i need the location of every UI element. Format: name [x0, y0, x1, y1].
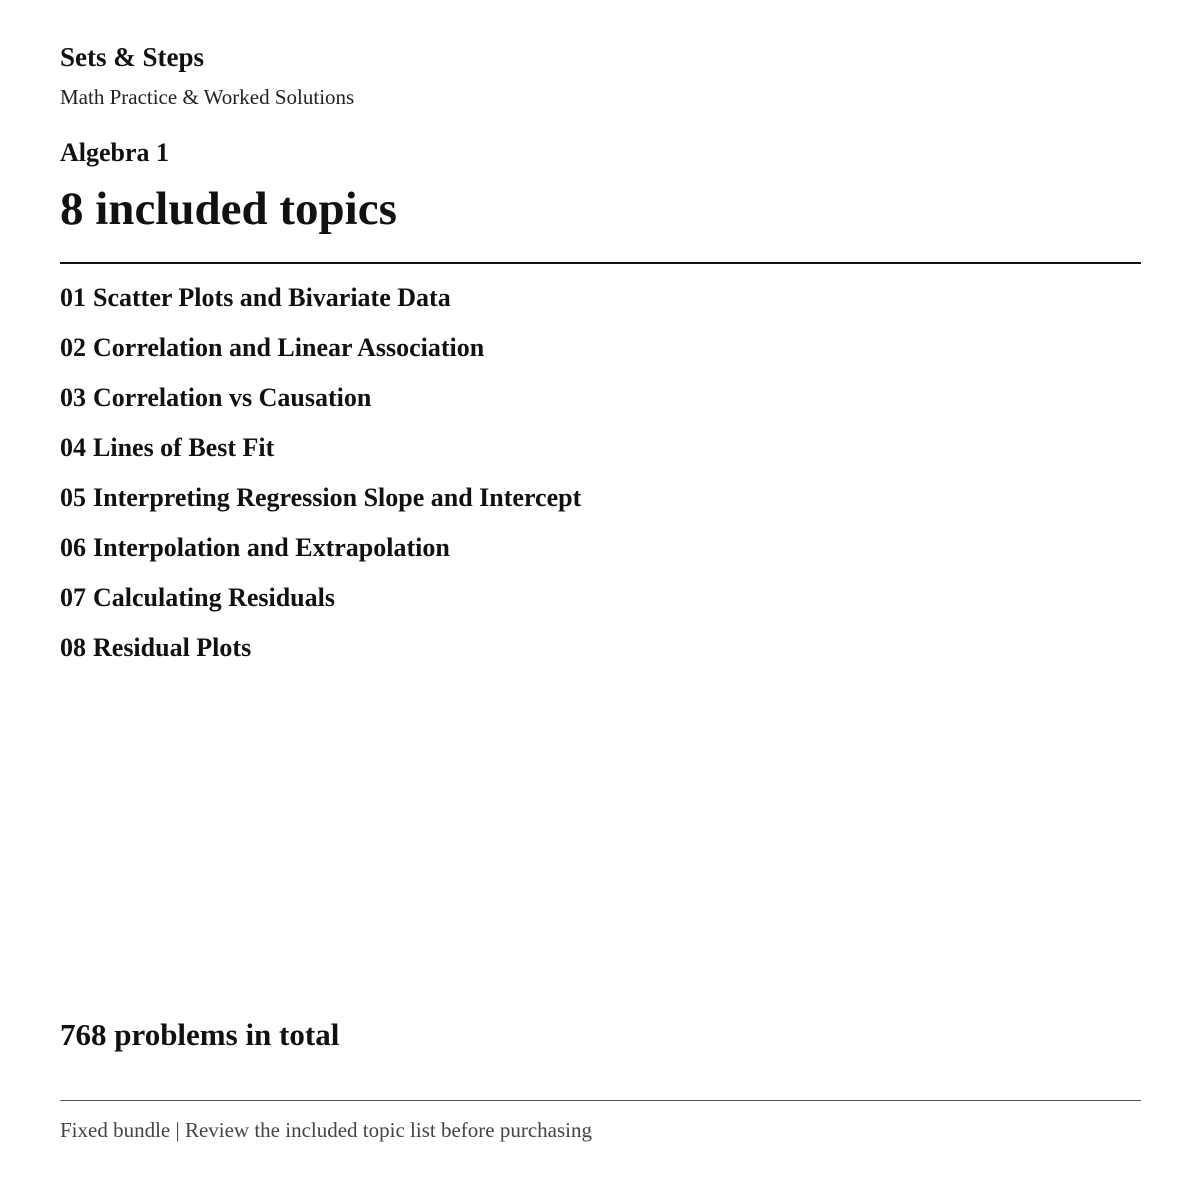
topic-list — [60, 280, 581, 680]
topic-item — [60, 280, 581, 330]
topic-number: 04 — [60, 433, 86, 462]
topic-number: 02 — [60, 333, 86, 362]
topic-title: Interpolation and Extrapolation — [93, 533, 450, 562]
topic-item — [60, 330, 581, 380]
topic-item — [60, 430, 581, 480]
topic-item — [60, 380, 581, 430]
header-divider — [60, 262, 1141, 264]
topic-title: Correlation vs Causation — [93, 383, 372, 412]
topic-title: Calculating Residuals — [93, 583, 335, 612]
brand-name: Sets & Steps — [60, 42, 205, 72]
topic-number: 07 — [60, 583, 86, 612]
topic-title: Scatter Plots and Bivariate Data — [93, 283, 451, 312]
topic-number: 03 — [60, 383, 86, 412]
problem-total: 768 problems in total — [60, 1017, 340, 1052]
topic-number: 01 — [60, 283, 86, 312]
page-title: 8 included topics — [60, 183, 397, 235]
footer-divider — [60, 1100, 1141, 1101]
topic-number: 08 — [60, 633, 86, 662]
topic-title: Correlation and Linear Association — [93, 333, 485, 362]
topic-title: Interpreting Regression Slope and Intercept — [93, 483, 582, 512]
course-title: Algebra 1 — [60, 138, 170, 167]
topic-number: 06 — [60, 533, 86, 562]
topic-title: Lines of Best Fit — [93, 433, 275, 462]
topic-number: 05 — [60, 483, 86, 512]
topic-item — [60, 480, 581, 530]
topic-item — [60, 530, 581, 580]
brand-tagline: Math Practice & Worked Solutions — [60, 85, 355, 109]
topic-title: Residual Plots — [93, 633, 252, 662]
topic-item — [60, 630, 581, 680]
footer-note: Fixed bundle | Review the included topic list before purchasing — [60, 1118, 592, 1142]
topic-item — [60, 580, 581, 630]
